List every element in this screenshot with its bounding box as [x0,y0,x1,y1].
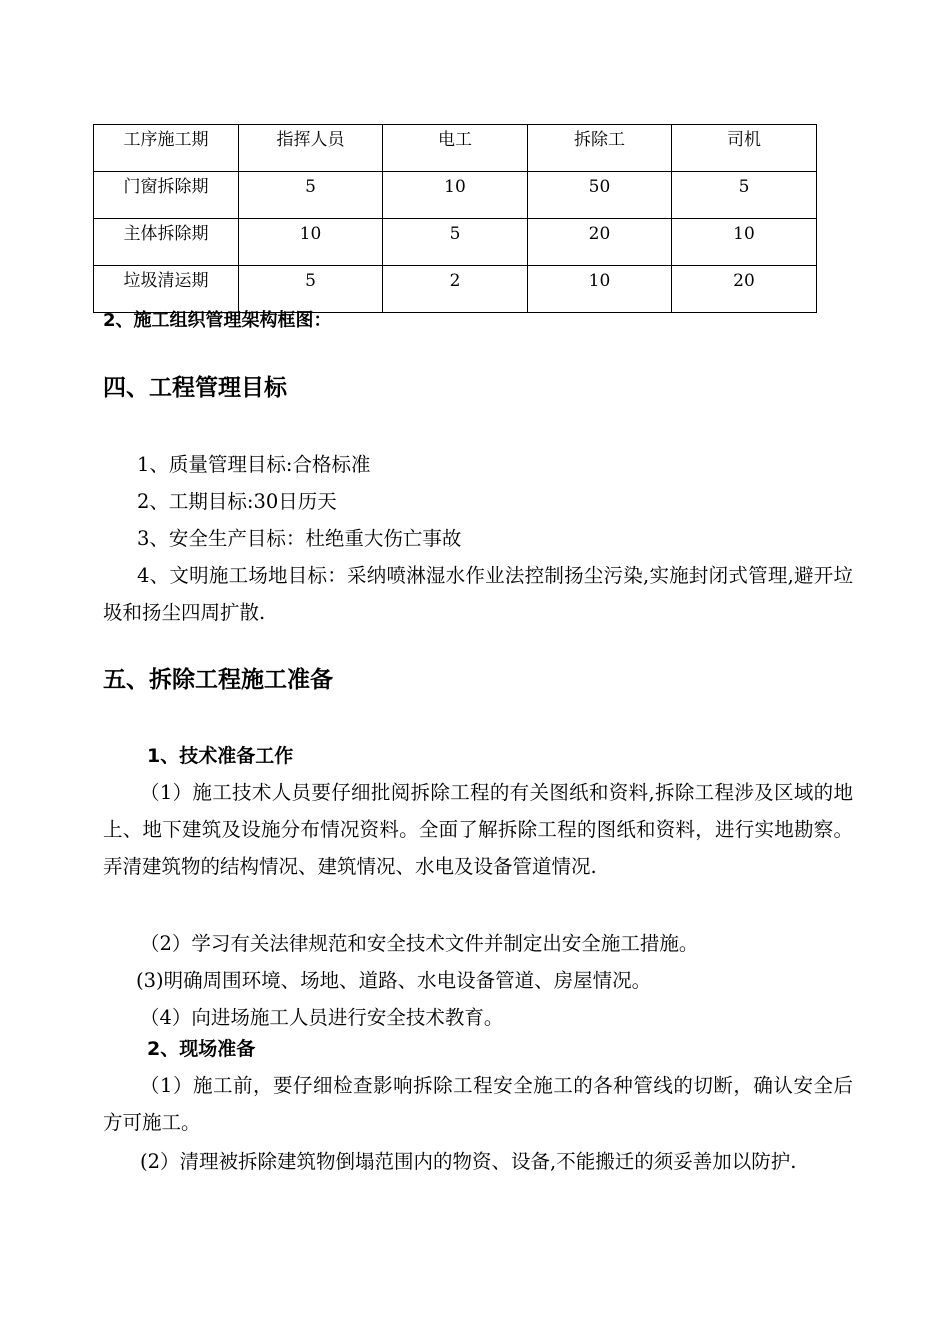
tech-item: （2）学习有关法律规范和安全技术文件并制定出安全施工措施。 [140,932,699,955]
table-cell: 10 [239,219,383,266]
table-cell: 5 [239,266,383,313]
table-cell: 5 [239,172,383,219]
staffing-table [93,124,817,313]
table-header-row [94,125,817,172]
site-item: （1）施工前，要仔细检查影响拆除工程安全施工的各种管线的切断，确认安全后方可施工。 [103,1074,853,1134]
table-cell: 2 [383,266,528,313]
table-cell: 主体拆除期 [94,219,239,266]
table-header-cell: 拆除工 [528,125,672,172]
tech-prep-heading: 1、技术准备工作 [147,745,294,767]
goal-item: 1、质量管理目标:合格标准 [137,453,371,476]
goal-item: 4、文明施工场地目标：采纳喷淋湿水作业法控制扬尘污染,实施封闭式管理,避开垃圾和扬尘四周扩散. [103,564,853,624]
site-prep-heading: 2、现场准备 [147,1038,256,1060]
section4-title: 四、工程管理目标 [103,375,287,401]
goal-item: 2、工期目标:30日历天 [137,490,337,513]
table-cell: 10 [528,266,672,313]
table-row [94,219,817,266]
goal-item: 3、安全生产目标：杜绝重大伤亡事故 [137,527,462,550]
org-chart-heading: 2、施工组织管理架构框图： [103,310,332,331]
table-cell: 10 [383,172,528,219]
table-cell: 5 [672,172,817,219]
table-header-cell: 司机 [672,125,817,172]
table-cell: 20 [528,219,672,266]
table-cell: 门窗拆除期 [94,172,239,219]
tech-item: （4）向进场施工人员进行安全技术教育。 [140,1006,504,1029]
table-cell: 10 [672,219,817,266]
section5-title: 五、拆除工程施工准备 [103,667,333,693]
tech-item: (3)明确周围环境、场地、道路、水电设备管道、房屋情况。 [136,969,652,992]
table-cell: 50 [528,172,672,219]
table-cell: 20 [672,266,817,313]
table-cell: 5 [383,219,528,266]
table-header-cell: 工序施工期 [94,125,239,172]
table-header-cell: 电工 [383,125,528,172]
site-item: (2）清理被拆除建筑物倒塌范围内的物资、设备,不能搬迁的须妥善加以防护. [140,1150,797,1173]
tech-item: （1）施工技术人员要仔细批阅拆除工程的有关图纸和资料,拆除工程涉及区域的地上、地下建筑及设施分布情况资料。全面了解拆除工程的图纸和资料，进行实地勘察。弄清建筑物的结构情况、建筑情况、水电及设备管道情况. [103,781,853,878]
table-header-cell: 指挥人员 [239,125,383,172]
table-cell: 垃圾清运期 [94,266,239,313]
table-row [94,172,817,219]
table-row [94,266,817,313]
